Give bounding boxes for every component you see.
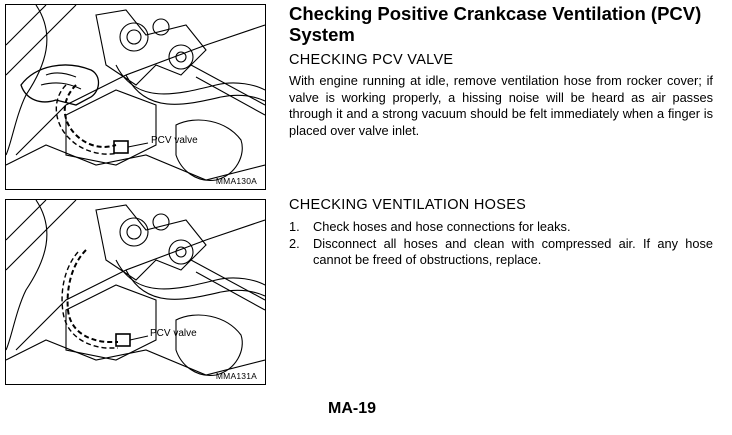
steps-list xyxy=(289,219,713,269)
step-text: Disconnect all hoses and clean with compressed air. If any hose cannot be freed of obstructions, replace. xyxy=(313,235,713,267)
step-text: Check hoses and hose connections for leaks. xyxy=(313,219,571,234)
engine-illustration xyxy=(6,200,265,384)
figure-ventilation-hoses-check xyxy=(5,199,266,385)
figure-code: MMA130A xyxy=(215,176,257,186)
section-body-pcv-valve: With engine running at idle, remove ventilation hose from rocker cover; if valve is working properly, a hissing noise will be heard as air passes through it and a strong vacuum should be felt immediately when a finger is placed over valve inlet. xyxy=(289,73,713,138)
figure-code: MMA131A xyxy=(215,371,257,381)
figure-pcv-valve-check xyxy=(5,4,266,190)
list-item xyxy=(289,236,713,269)
step-number: 2. xyxy=(289,235,300,251)
list-item xyxy=(289,219,713,236)
pcv-valve-callout: PCV valve xyxy=(151,135,198,146)
page-number: MA-19 xyxy=(328,400,377,417)
step-number: 1. xyxy=(289,219,300,234)
pcv-valve-callout: PCV valve xyxy=(150,328,197,339)
section-heading-ventilation-hoses: CHECKING VENTILATION HOSES xyxy=(289,197,527,213)
engine-illustration xyxy=(6,5,265,189)
page-title: Checking Positive Crankcase Ventilation (PCV) System xyxy=(289,3,702,45)
section-heading-pcv-valve: CHECKING PCV VALVE xyxy=(289,52,454,68)
